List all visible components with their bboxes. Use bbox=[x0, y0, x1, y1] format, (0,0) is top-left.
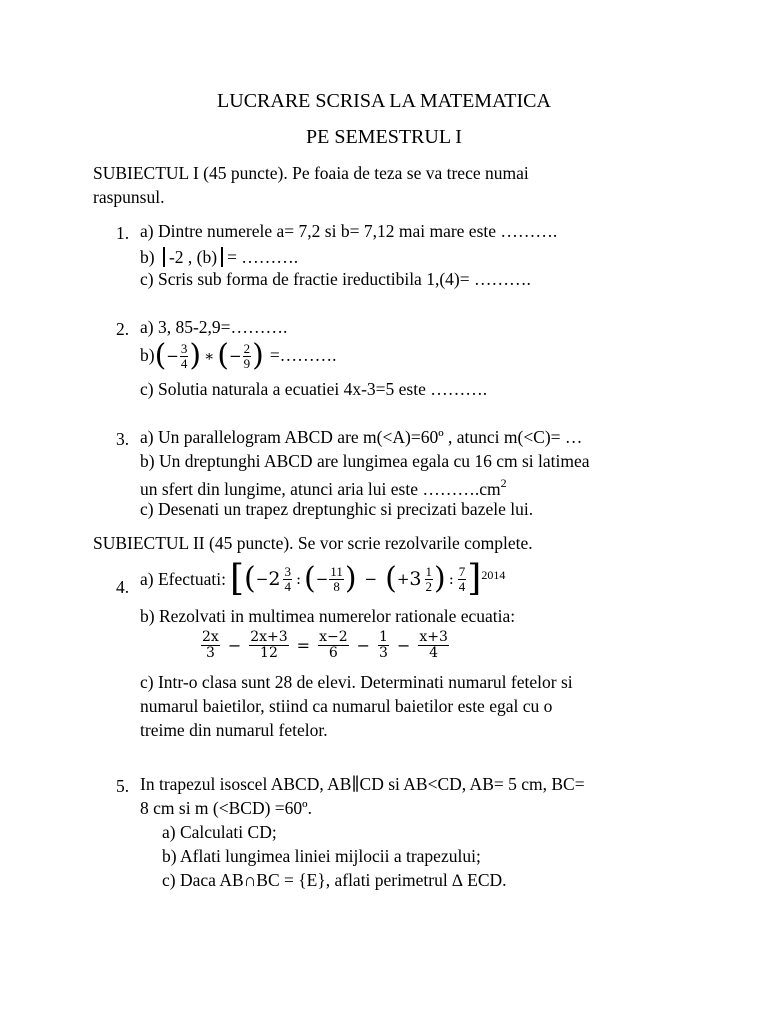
question-3-part-b-line-2 bbox=[140, 477, 507, 499]
question-4-part-a bbox=[140, 558, 506, 599]
exponent: 2014 bbox=[481, 568, 506, 582]
multiply-sign: ∗ bbox=[204, 346, 215, 365]
question-4-number: 4. bbox=[116, 577, 130, 597]
question-2-part-b-suffix: =………. bbox=[269, 345, 337, 366]
question-1-part-c: c) Scris sub forma de fractie ireductibila 1,(4)= ………. bbox=[140, 269, 531, 289]
paren-open: ( bbox=[385, 561, 397, 597]
minus-sign: − bbox=[396, 635, 411, 655]
paren-close: ) bbox=[434, 561, 446, 597]
paren-open: ( bbox=[154, 338, 167, 374]
title-line-1: LUCRARE SCRISA LA MATEMATICA bbox=[217, 90, 551, 112]
minus-sign: − bbox=[227, 635, 242, 655]
question-5-part-a: a) Calculati CD; bbox=[162, 822, 277, 842]
question-4-part-a-prefix: a) Efectuati: bbox=[140, 568, 226, 589]
question-4-part-c-line-3: treime din numarul fetelor. bbox=[140, 720, 328, 740]
question-3-part-c: c) Desenati un trapez dreptunghic si precizati bazele lui. bbox=[140, 499, 534, 519]
paren-close: ) bbox=[189, 338, 202, 374]
fraction-2: $\frac{2}{9}$ bbox=[243, 341, 251, 371]
subject-1-heading-line-2: raspunsul. bbox=[93, 187, 165, 207]
question-5-number: 5. bbox=[116, 776, 130, 796]
divide-sign: : bbox=[448, 569, 454, 588]
plus-sign: + bbox=[396, 569, 410, 588]
paren-close: ) bbox=[344, 561, 357, 597]
question-3-part-a: a) Un parallelogram ABCD are m(<A)=60º , atunci m(<C)= … bbox=[140, 427, 583, 447]
bracket-open: [ bbox=[230, 558, 245, 599]
question-1-part-b-suffix: = ………. bbox=[227, 247, 299, 267]
question-5-line-2: 8 cm si m (<BCD) =60º. bbox=[140, 798, 312, 818]
question-2-part-c: c) Solutia naturala a ecuatiei 4x-3=5 este ………. bbox=[140, 379, 488, 399]
question-3-part-b-text: un sfert din lungime, atunci aria lui este ……….cm bbox=[140, 479, 501, 499]
question-1-part-b-inner: -2 , (b) bbox=[168, 247, 218, 267]
question-2-number: 2. bbox=[116, 319, 130, 339]
question-4-part-b: b) Rezolvati in multimea numerelor rationale ecuatia: bbox=[140, 606, 516, 626]
question-3-part-b-line-1: b) Un dreptunghi ABCD are lungimea egala cu 16 cm si latimea bbox=[140, 451, 590, 471]
minus-sign: − bbox=[364, 569, 378, 588]
paren-open: ( bbox=[244, 561, 256, 597]
eq-fraction-4: $\frac{1}{3}$ bbox=[379, 629, 388, 661]
minus-sign: − bbox=[166, 346, 179, 365]
question-1-part-b bbox=[140, 247, 298, 267]
question-2-part-b bbox=[140, 338, 337, 374]
divide-sign: : bbox=[295, 569, 301, 588]
eq-fraction-3: $\frac{x-2}{6}$ bbox=[319, 629, 348, 661]
subject-2-heading: SUBIECTUL II (45 puncte). Se vor scrie rezolvarile complete. bbox=[93, 533, 533, 553]
eq-fraction-5: $\frac{x+3}{4}$ bbox=[419, 629, 448, 661]
minus-sign: − bbox=[229, 346, 242, 365]
mixed-number-2: 3 $\frac{1}{2}$ bbox=[409, 564, 433, 594]
question-1-part-b-prefix: b) bbox=[140, 247, 155, 267]
question-2-part-b-prefix: b) bbox=[140, 345, 155, 366]
question-4-part-c-line-1: c) Intr-o clasa sunt 28 de elevi. Determinati numarul fetelor si bbox=[140, 672, 573, 692]
area-unit-exponent: 2 bbox=[500, 476, 507, 490]
fraction-11-8: $\frac{11}{8}$ bbox=[330, 564, 343, 594]
fraction-1: $\frac{3}{4}$ bbox=[180, 341, 188, 371]
absolute-value-bar-left bbox=[163, 247, 165, 267]
question-5-part-c: c) Daca AB∩BC = {E}, aflati perimetrul ∆ ECD. bbox=[162, 870, 507, 890]
minus-sign: − bbox=[356, 635, 371, 655]
question-4-part-c-line-2: numarul baietilor, stiind ca numarul baietilor este egal cu o bbox=[140, 696, 553, 716]
question-5-part-b: b) Aflati lungimea liniei mijlocii a trapezului; bbox=[162, 846, 481, 866]
subject-1-heading-line-1: SUBIECTUL I (45 puncte). Pe foaia de teza se va trece numai bbox=[93, 163, 529, 183]
question-2-part-a: a) 3, 85-2,9=………. bbox=[140, 317, 288, 337]
equals-sign: = bbox=[296, 635, 311, 655]
question-1-number: 1. bbox=[116, 223, 130, 243]
paren-close: ) bbox=[252, 338, 264, 374]
eq-fraction-1: $\frac{2x}{3}$ bbox=[202, 629, 219, 661]
question-5-line-1: In trapezul isoscel ABCD, AB∥CD si AB<CD, AB= 5 cm, BC= bbox=[140, 774, 585, 794]
minus-sign: − bbox=[315, 569, 329, 588]
eq-fraction-2: $\frac{2x+3}{12}$ bbox=[250, 629, 288, 661]
bracket-close: ] bbox=[467, 558, 482, 599]
minus-sign: − bbox=[255, 569, 269, 588]
title-line-2: PE SEMESTRUL I bbox=[306, 126, 462, 148]
question-1-part-a: a) Dintre numerele a= 7,2 si b= 7,12 mai mare este ………. bbox=[140, 221, 558, 241]
question-3-number: 3. bbox=[116, 429, 130, 449]
mixed-number-1: 2 $\frac{3}{4}$ bbox=[268, 564, 291, 594]
absolute-value-bar-right bbox=[221, 247, 223, 267]
paren-open: ( bbox=[304, 561, 316, 597]
fraction-7-4: $\frac{7}{4}$ bbox=[458, 564, 466, 594]
paren-open: ( bbox=[217, 338, 230, 374]
equation bbox=[196, 630, 454, 660]
